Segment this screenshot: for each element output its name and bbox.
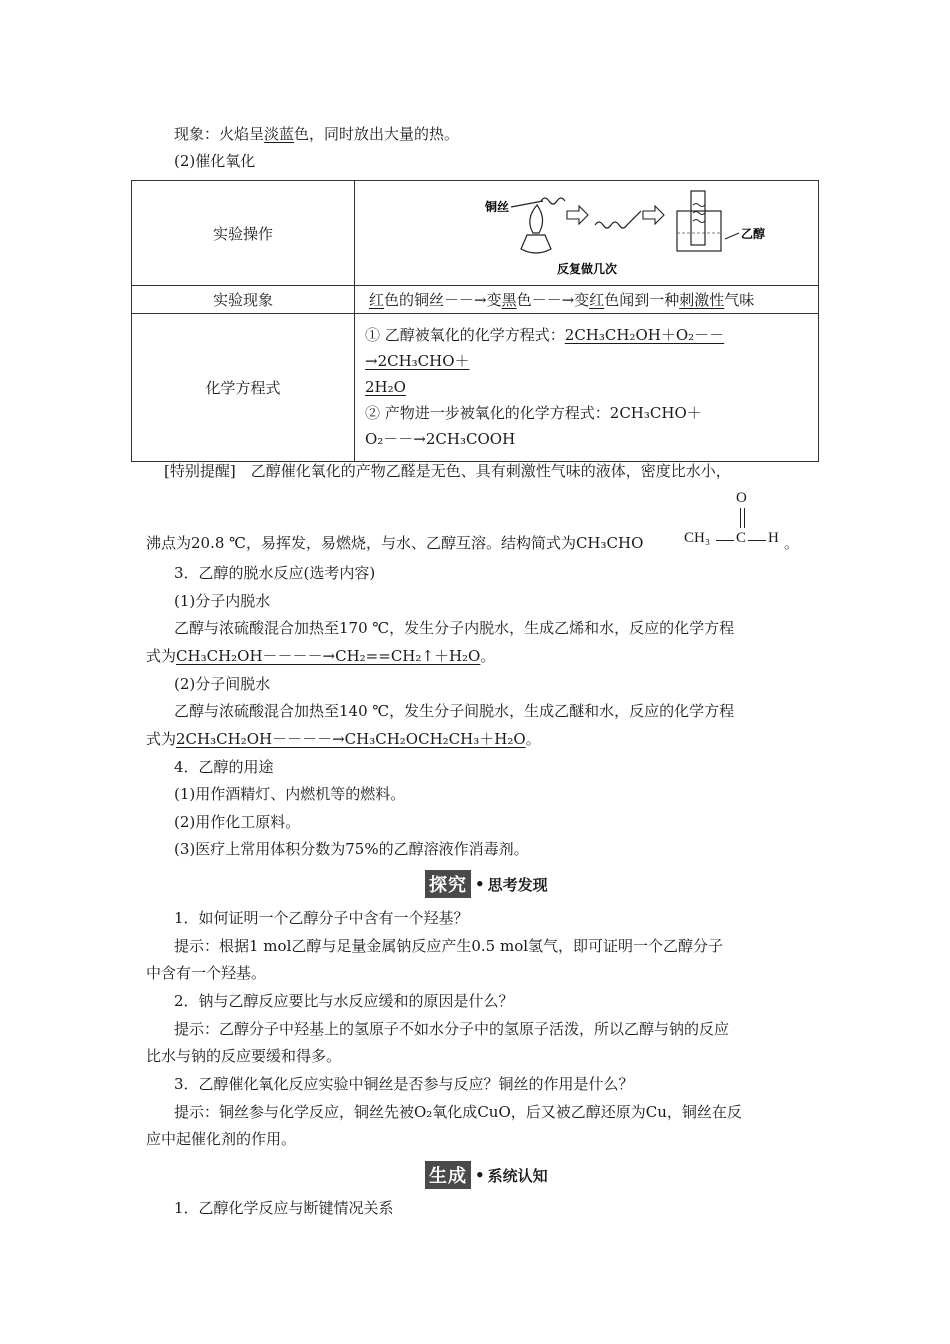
struct-hydrogen: H [768, 530, 779, 546]
phenomenon-suffix: 色，同时放出大量的热。 [294, 125, 460, 143]
equation-2-prefix: ② 产物进一步被氧化的化学方程式：2CH₃CHO＋ [365, 404, 702, 422]
struct-bond-right [748, 540, 766, 541]
intra-line2-prefix: 式为 [146, 647, 177, 665]
struct-double-bond-1 [740, 508, 741, 528]
answer-3-line2: 应中起催化剂的作用。 [146, 1130, 297, 1148]
test-tube-icon [691, 191, 705, 245]
struct-ch3: CH₃ [684, 530, 711, 546]
equation-1-prefix: ① 乙醇被氧化的化学方程式： [365, 326, 565, 344]
bullet-dot-icon: • [475, 875, 485, 893]
equation-1: 2CH₃CH₂OH＋O₂－－→2CH₃CHO＋ [365, 326, 725, 370]
experiment-table [131, 180, 819, 462]
intra-line1: 乙醇与浓硫酸混合加热至170 ℃，发生分子内脱水，生成乙烯和水，反应的化学方程 [174, 619, 735, 637]
use-item-1: (1)用作酒精灯、内燃机等的燃料。 [174, 785, 406, 803]
ethanol-label: 乙醇 [741, 227, 766, 241]
struct-carbon: C [736, 530, 747, 546]
phenomenon-cell [355, 286, 819, 314]
explore-badge: 探究 [425, 870, 471, 898]
generate-title: 系统认知 [487, 1166, 548, 1185]
intra-equation: CH₃CH₂OH－－－－→CH₂==CH₂↑＋H₂O [176, 647, 481, 665]
inter-line2 [146, 728, 541, 750]
question-3: 3．乙醇催化氧化反应实验中铜丝是否参与反应？铜丝的作用是什么？ [174, 1075, 634, 1093]
bullet-dot-icon-2: • [475, 1166, 485, 1184]
uses-title: 4．乙醇的用途 [174, 758, 274, 776]
intra-title: (1)分子内脱水 [174, 592, 271, 610]
generate-badge: 生成 [425, 1161, 471, 1189]
intra-line2 [146, 645, 495, 667]
copper-wire-label: 铜丝 [485, 200, 510, 214]
operation-label: 实验操作 [132, 181, 355, 286]
question-1: 1．如何证明一个乙醇分子中含有一个羟基？ [174, 909, 469, 927]
color-black: 黑 [501, 291, 517, 309]
coiled-wire-icon [595, 211, 641, 228]
equation-1-line [365, 322, 808, 374]
special-note-line1: [特别提醒] 乙醇催化氧化的产物乙醛是无色、具有刺激性气味的液体，密度比水小， [164, 462, 731, 480]
phenomenon-text-2: 色的铜丝－－→变 [384, 291, 502, 309]
phenomenon-label: 实验现象 [132, 286, 355, 314]
answer-1-line2: 中含有一个羟基。 [146, 964, 267, 982]
answer-2-line2: 比水与钠的反应要缓和得多。 [146, 1047, 342, 1065]
operation-diagram-cell [355, 181, 819, 286]
question-2: 2．钠与乙醇反应要比与水反应缓和的原因是什么？ [174, 992, 514, 1010]
answer-2-line1: 提示：乙醇分子中羟基上的氢原子不如水分子中的氢原子活泼，所以乙醇与钠的反应 [174, 1020, 730, 1038]
phenomenon-text-8: 气味 [724, 291, 755, 309]
inter-title: (2)分子间脱水 [174, 675, 271, 693]
copper-wire-experiment-diagram [355, 181, 819, 281]
dehydration-title: 3．乙醇的脱水反应(选考内容) [174, 564, 376, 582]
struct-bond-left [716, 540, 734, 541]
inter-line1: 乙醇与浓硫酸混合加热至140 ℃，发生分子间脱水，生成乙醚和水，反应的化学方程 [174, 702, 735, 720]
struct-double-bond-2 [744, 508, 745, 528]
special-note-line2: 沸点为20.8 ℃，易挥发，易燃烧，与水、乙醇互溶。结构简式为CH₃CHO [146, 534, 644, 552]
explore-title: 思考发现 [487, 875, 548, 894]
arrow-right-icon [567, 206, 588, 224]
inter-line2-suffix: 。 [525, 730, 541, 748]
explore-section-header [425, 870, 548, 898]
equation-2-line [365, 400, 808, 426]
inter-line2-prefix: 式为 [146, 730, 177, 748]
flame-icon [530, 205, 543, 233]
inter-equation: 2CH₃CH₂OH－－－－→CH₃CH₂OCH₂CH₃＋H₂O [176, 730, 526, 748]
use-item-2: (2)用作化工原料。 [174, 813, 301, 831]
smell-pungent: 刺激性 [679, 291, 725, 309]
alcohol-lamp-icon [521, 235, 551, 253]
phenomenon-text-4: 色－－→变 [516, 291, 590, 309]
equation-2b-line [365, 426, 808, 452]
struct-period: 。 [784, 536, 800, 552]
answer-3-line1: 提示：铜丝参与化学反应，铜丝先被O₂氧化成CuO，后又被乙醇还原为Cu，铜丝在反 [174, 1103, 742, 1121]
phenomenon-answer: 淡蓝 [264, 125, 295, 143]
acetaldehyde-structure [684, 490, 800, 552]
equation-1b: 2H₂O [365, 378, 406, 396]
use-item-3: (3)医疗上常用体积分数为75%的乙醇溶液作消毒剂。 [174, 840, 529, 858]
color-red-2: 红 [589, 291, 605, 309]
color-red-1: 红 [369, 291, 385, 309]
phenomenon-prefix: 现象：火焰呈 [174, 125, 265, 143]
generate-item-1: 1．乙醇化学反应与断键情况关系 [174, 1199, 394, 1217]
phenomenon-line [174, 123, 459, 145]
struct-oxygen: O [736, 490, 747, 506]
equation-2b: O₂－－→2CH₃COOH [365, 430, 516, 448]
intra-line2-suffix: 。 [480, 647, 496, 665]
generate-section-header [425, 1161, 548, 1189]
answer-1-line1: 提示：根据1 mol乙醇与足量金属钠反应产生0.5 mol氢气，即可证明一个乙醇分子 [174, 937, 724, 955]
phenomenon-text-6: 色闻到一种 [604, 291, 680, 309]
arrow-right-icon-2 [643, 206, 664, 224]
equation-label: 化学方程式 [132, 314, 355, 462]
catalytic-title: (2)催化氧化 [174, 152, 256, 170]
equation-cell [355, 314, 819, 462]
repeat-label: 反复做几次 [557, 262, 618, 276]
equation-1b-line [365, 374, 808, 400]
